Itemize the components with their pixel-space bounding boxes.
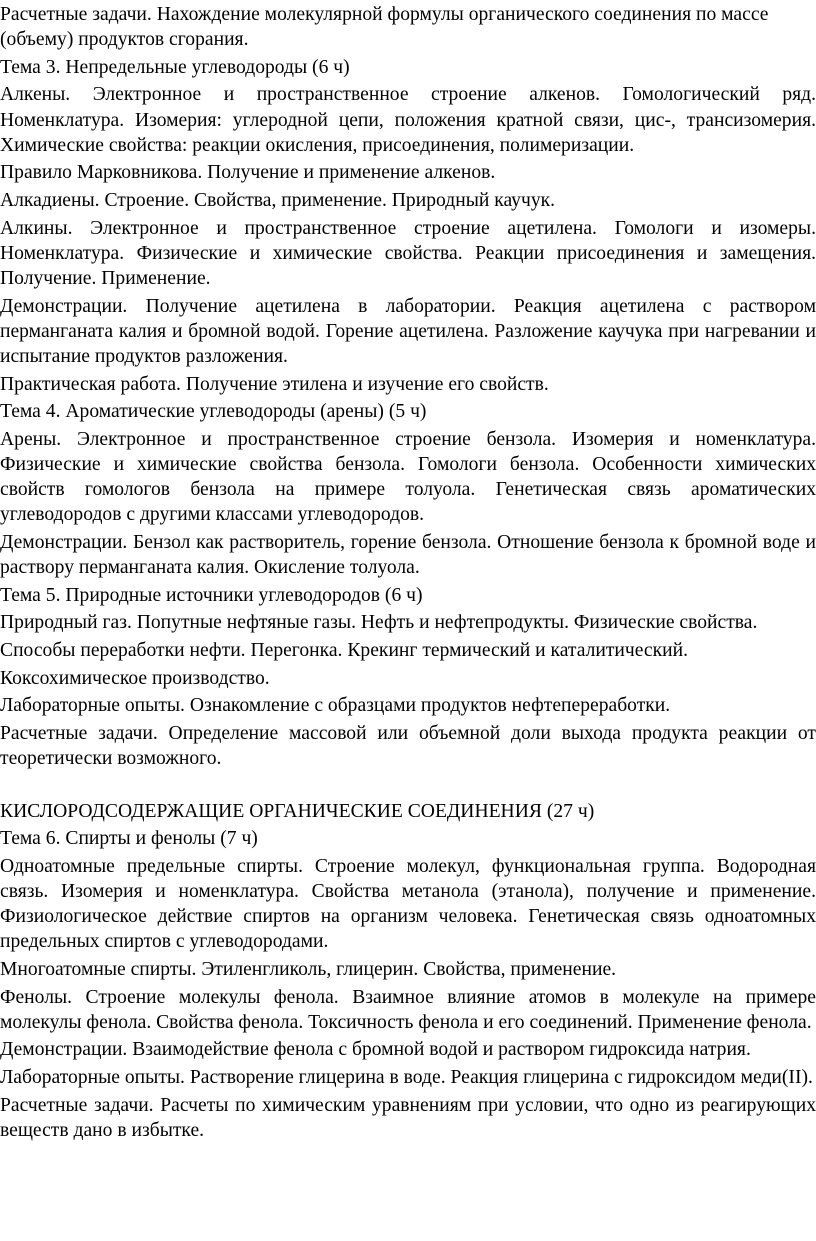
- paragraph-demonstrations-acetylene: Демонстрации. Получение ацетилена в лаборатории. Реакция ацетилена с раствором перманганата калия и бромной водой. Горение ацетилена. Разложение каучука при нагревании и испытание продуктов разложения.: [0, 295, 816, 367]
- paragraph-monohydric-alcohols: Одноатомные предельные спирты. Строение молекул, функциональная группа. Водородная связь. Изомерия и номенклатура. Свойства метанола (этанола), получение и применение. Физиологическое действие спиртов на организм человека. Генетическая связь одноатомных предельных спиртов с углеводородами.: [0, 855, 816, 953]
- paragraph-oil-processing: Способы переработки нефти. Перегонка. Крекинг термический и каталитический.: [0, 639, 689, 661]
- paragraph-phenols: Фенолы. Строение молекулы фенола. Взаимное влияние атомов в молекуле на примере молекулы фенола. Свойства фенола. Токсичность фенола и его соединений. Применение фенола.: [0, 986, 816, 1033]
- paragraph-demonstrations-phenol: Демонстрации. Взаимодействие фенола с бромной водой и раствором гидроксида натрия.: [0, 1039, 751, 1061]
- heading-topic-3: Тема 3. Непредельные углеводороды (6 ч): [0, 56, 350, 78]
- paragraph-markovnikov-rule: Правило Марковникова. Получение и применение алкенов.: [0, 162, 496, 184]
- paragraph-polyhydric-alcohols: Многоатомные спирты. Этиленгликоль, глицерин. Свойства, применение.: [0, 958, 617, 980]
- paragraph-natural-gas: Природный газ. Попутные нефтяные газы. Нефть и нефтепродукты. Физические свойства.: [0, 612, 758, 634]
- paragraph-calc-tasks-formula: Расчетные задачи. Нахождение молекулярной формулы органического соединения по массе (объему) продуктов сгорания.: [0, 4, 769, 51]
- paragraph-arenes: Арены. Электронное и пространственное строение бензола. Изомерия и номенклатура. Физические и химические свойства бензола. Гомологи бензола. Особенности химических свойств гомологов бензола на примере толуола. Генетическая связь ароматических углеводородов с другими классами углеводородов.: [0, 428, 816, 526]
- paragraph-practical-work-ethylene: Практическая работа. Получение этилена и изучение его свойств.: [0, 373, 549, 395]
- paragraph-alkynes: Алкины. Электронное и пространственное строение ацетилена. Гомологи и изомеры. Номенклатура. Физические и химические свойства. Реакции присоединения и замещения. Получение. Применение.: [0, 217, 816, 289]
- paragraph-demonstrations-benzene: Демонстрации. Бензол как растворитель, горение бензола. Отношение бензола к бромной воде и раствору перманганата калия. Окисление толуола.: [0, 531, 816, 579]
- paragraph-lab-experiments-oil: Лабораторные опыты. Ознакомление с образцами продуктов нефтепереработки.: [0, 695, 671, 717]
- heading-topic-6: Тема 6. Спирты и фенолы (7 ч): [0, 828, 258, 850]
- paragraph-calc-tasks-excess: Расчетные задачи. Расчеты по химическим уравнениям при условии, что одно из реагирующих веществ дано в избытке.: [0, 1094, 816, 1141]
- paragraph-alkadienes: Алкадиены. Строение. Свойства, применение. Природный каучук.: [0, 189, 556, 211]
- paragraph-lab-experiments-glycerin: Лабораторные опыты. Растворение глицерина в воде. Реакция глицерина с гидроксидом меди(II).: [0, 1066, 813, 1088]
- paragraph-coke-production: Коксохимическое производство.: [0, 667, 270, 689]
- heading-oxygen-compounds-section: КИСЛОРОДСОДЕРЖАЩИЕ ОРГАНИЧЕСКИЕ СОЕДИНЕНИЯ (27 ч): [0, 800, 595, 822]
- heading-topic-5: Тема 5. Природные источники углеводородов (6 ч): [0, 584, 423, 606]
- paragraph-alkenes: Алкены. Электронное и пространственное строение алкенов. Гомологический ряд. Номенклатура. Изомерия: углеродной цепи, положения кратной связи, цис-, трансизомерия. Химические свойства: реакции окисления, присоединения, полимеризации.: [0, 84, 816, 156]
- heading-topic-4: Тема 4. Ароматические углеводороды (арены) (5 ч): [0, 401, 427, 423]
- section-spacer: [0, 774, 816, 799]
- paragraph-calc-tasks-yield: Расчетные задачи. Определение массовой или объемной доли выхода продукта реакции от теоретически возможного.: [0, 722, 816, 769]
